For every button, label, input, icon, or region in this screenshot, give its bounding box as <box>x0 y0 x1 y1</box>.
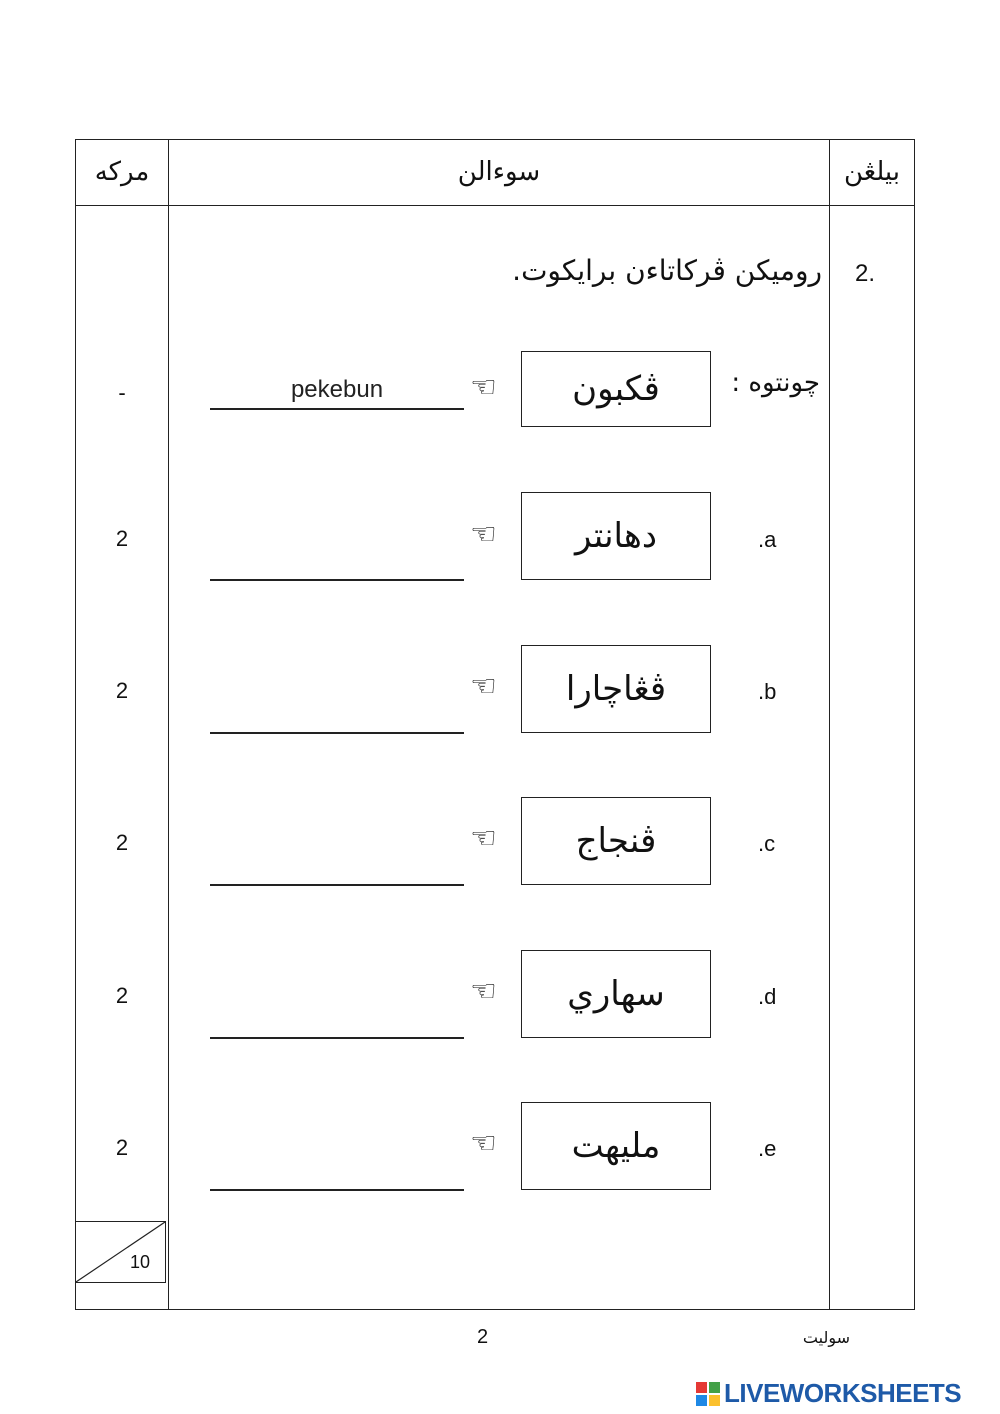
item-letter-e: .e <box>758 1136 777 1161</box>
pointing-hand-icon: ☜ <box>470 370 497 405</box>
jawi-word-box-a: دهانتر <box>521 492 711 580</box>
answer-input-e[interactable] <box>210 1153 464 1191</box>
mark-c: 2 <box>115 830 129 855</box>
item-letter-b: .b <box>758 679 777 704</box>
answer-input-a[interactable] <box>210 543 464 581</box>
item-letter-c: .c <box>758 831 776 856</box>
jawi-word-box-b: ڤڠاچارا <box>521 645 711 733</box>
answer-input-d[interactable] <box>210 1001 464 1039</box>
header-divider <box>75 205 915 206</box>
example-mark: - <box>118 380 126 405</box>
header-question: سوءالن <box>457 157 541 187</box>
number-column-divider <box>829 139 830 1310</box>
item-letter-a: .a <box>758 527 777 552</box>
jawi-word-box-c: ڤنجاج <box>521 797 711 885</box>
pointing-hand-icon: ☜ <box>470 517 497 552</box>
mark-a: 2 <box>115 526 129 551</box>
question-number: 2. <box>855 260 876 287</box>
mark-d: 2 <box>115 983 129 1008</box>
jawi-word-box-d: سهاري <box>521 950 711 1038</box>
page-number: 2 <box>477 1326 489 1348</box>
table-bottom-border <box>75 1309 915 1310</box>
table-left-border <box>75 139 76 1310</box>
total-marks-box <box>76 1221 166 1283</box>
pointing-hand-icon: ☜ <box>470 1126 497 1161</box>
answer-input-c[interactable] <box>210 848 464 886</box>
pointing-hand-icon: ☜ <box>470 821 497 856</box>
example-word-box: ڤكبون <box>521 351 711 427</box>
example-label: چونتوه : <box>731 368 820 398</box>
jawi-word-box-e: مليهت <box>521 1102 711 1190</box>
pointing-hand-icon: ☜ <box>470 974 497 1009</box>
question-instruction: روميكن ڤركاتاءن برايكوت. <box>512 254 822 287</box>
pointing-hand-icon: ☜ <box>470 669 497 704</box>
brand-text: LIVEWORKSHEETS <box>724 1378 962 1408</box>
table-right-border <box>914 139 915 1310</box>
header-marks: مركه <box>94 157 150 187</box>
header-number: بيلڠن <box>843 157 901 187</box>
liveworksheets-logo-icon <box>696 1382 720 1406</box>
diagonal-divider <box>76 1222 165 1282</box>
answer-input-b[interactable] <box>210 696 464 734</box>
example-answer-field <box>210 372 464 410</box>
item-letter-d: .d <box>758 984 777 1009</box>
brand-wordmark <box>724 1378 961 1409</box>
mark-e: 2 <box>115 1135 129 1160</box>
total-marks-value: 10 <box>130 1252 151 1272</box>
marks-column-divider <box>168 139 169 1310</box>
footer-label: سوليت <box>802 1328 850 1347</box>
mark-b: 2 <box>115 678 129 703</box>
